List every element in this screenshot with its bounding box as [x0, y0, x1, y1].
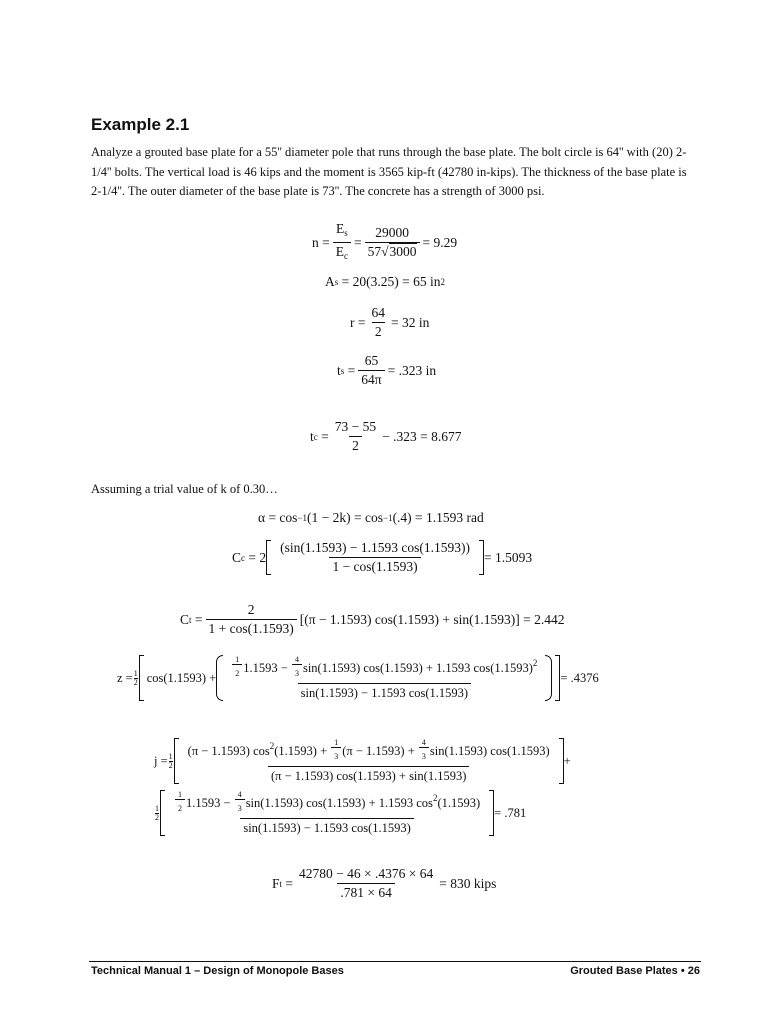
j1-q1-num: 1	[334, 738, 339, 748]
example-heading: Example 2.1	[91, 115, 190, 134]
problem-statement: Analyze a grouted base plate for a 55'' diameter pole that runs through the base plate. The bolt circle is 64'' with (20) 2-1/4'' bolts. The vertical load is 46 kips and the moment is 3565 kip-ft (42780 in-kips). The thickness of the base plate is 2-1/4''. The outer diameter of the base plate is 73''. The concrete has a strength of 3000 psi.	[91, 145, 687, 198]
ct-num: 2	[247, 602, 255, 617]
z-n2d: 3	[292, 664, 302, 682]
z-half-den: 2	[133, 677, 138, 687]
j1-fraction	[185, 738, 553, 784]
j2-q2-den: 3	[235, 799, 245, 817]
footer-section-page: Grouted Base Plates • 26	[570, 965, 700, 977]
ec-sub: c	[344, 251, 348, 261]
ts-sub: s	[340, 365, 345, 376]
modular-fraction: $\frac{29000}{57√3000}$	[365, 225, 420, 260]
left-paren	[216, 655, 223, 701]
j1-na-sup: 2	[269, 741, 275, 751]
as-sub: s	[334, 277, 339, 287]
es-ec-fraction	[333, 221, 351, 264]
tc-equals: =	[321, 428, 329, 444]
j2-nb-sup: 2	[432, 793, 438, 803]
z-n1: 1	[235, 655, 240, 665]
cc-result: = 1.5093	[483, 549, 533, 565]
j2-half	[155, 805, 159, 822]
ft-num: 42780 − 46 × .4376 × 64	[299, 866, 434, 881]
modular-den-root: 3000	[389, 244, 417, 259]
z-t2: sin(1.1593) cos(1.1593) + 1.1593 cos(1.1593)	[302, 661, 533, 675]
ft-equals: =	[285, 875, 294, 891]
ts-result: = .323 in	[387, 362, 437, 378]
equation-n	[312, 221, 457, 264]
j2-half-den: 2	[155, 812, 159, 822]
equation-cc	[232, 540, 532, 575]
equation-tc	[310, 419, 462, 454]
ts-fraction	[358, 353, 384, 388]
es-base: E	[335, 221, 345, 236]
z-t2-sup: 2	[532, 658, 538, 668]
alpha-sup-2: −1	[382, 513, 393, 523]
r-fraction	[368, 305, 388, 340]
n-lhs: n =	[312, 234, 330, 250]
z-num-frac-1	[232, 656, 242, 682]
cc-base: C	[232, 549, 242, 565]
as-result: = 20(3.25) = 65 in	[341, 274, 441, 289]
equation-z	[117, 655, 599, 701]
left-bracket	[160, 790, 165, 836]
footer-manual-title: Technical Manual 1 – Design of Monopole Bases	[91, 965, 344, 977]
z-n1d: 2	[232, 664, 242, 682]
j1-plus: +	[563, 753, 571, 768]
left-bracket	[139, 655, 144, 701]
ft-base: F	[272, 875, 280, 891]
modular-numerator: 29000	[375, 225, 409, 240]
modular-den-coef: 57	[367, 244, 382, 259]
j2-result: = .781	[494, 805, 527, 820]
j2-na: 1.1593 −	[186, 796, 231, 810]
z-den: sin(1.1593) − 1.1593 cos(1.1593)	[298, 683, 471, 701]
ct-equals: =	[194, 611, 203, 627]
left-bracket	[266, 540, 271, 575]
z-half-num: 1	[133, 668, 138, 678]
j2-q1	[175, 791, 185, 817]
ec-base: E	[335, 244, 344, 259]
j2-q1-num: 1	[178, 790, 182, 800]
equation-alpha	[258, 510, 484, 526]
z-fraction	[228, 655, 540, 701]
r-num: 64	[371, 305, 385, 320]
j2-fraction	[171, 790, 483, 836]
j2-q2-num: 4	[237, 790, 242, 800]
ft-fraction	[296, 866, 436, 901]
z-result: = .4376	[560, 670, 599, 685]
ct-sub: t	[189, 614, 192, 625]
j2-nc: (1.1593)	[437, 796, 481, 810]
j-half-den: 2	[168, 760, 173, 770]
equation-ft	[272, 866, 496, 901]
ts-num: 65	[364, 353, 379, 368]
cc-fraction	[277, 540, 473, 575]
ft-sub: t	[279, 878, 283, 889]
j2-nb: sin(1.1593) cos(1.1593) + 1.1593 cos	[245, 796, 433, 810]
equation-as	[325, 274, 445, 290]
alpha-part-b: (1 − 2k) = cos	[307, 510, 383, 525]
j2-q1-den: 2	[175, 799, 185, 817]
equation-j-line-1	[154, 738, 571, 784]
ft-den: .781 × 64	[337, 883, 395, 901]
j2-den: sin(1.1593) − 1.1593 cos(1.1593)	[240, 818, 413, 836]
r-lhs: r =	[350, 314, 366, 330]
tc-sub: c	[313, 431, 318, 442]
j1-q1	[331, 739, 341, 765]
equation-r	[350, 305, 429, 340]
alpha-part-c: (.4) = 1.1593 rad	[392, 510, 484, 525]
es-sub: s	[344, 228, 348, 238]
j1-nc: (π − 1.1593) +	[342, 744, 415, 758]
j-lhs: j =	[154, 753, 168, 768]
z-n2: 4	[294, 655, 299, 665]
z-mid: cos(1.1593) +	[146, 670, 217, 685]
left-bracket	[174, 738, 179, 784]
tc-result: − .323 = 8.677	[382, 428, 462, 444]
as-sup: 2	[440, 277, 445, 287]
tc-base: t	[310, 428, 314, 444]
tc-den: 2	[349, 436, 362, 454]
j1-nb: (1.1593) +	[274, 744, 328, 758]
j2-half-num: 1	[155, 803, 159, 813]
cc-equals: = 2	[248, 549, 267, 565]
as-base: A	[325, 274, 335, 289]
j1-q2-den: 3	[419, 747, 429, 765]
j1-q2	[419, 739, 429, 765]
ct-fraction	[206, 602, 297, 637]
ts-equals: =	[347, 362, 356, 378]
alpha-sup-1: −1	[297, 513, 308, 523]
equation-ct	[180, 602, 565, 637]
tc-fraction	[332, 419, 379, 454]
j1-na: (π − 1.1593) cos	[187, 744, 270, 758]
z-t1: 1.1593 −	[243, 661, 288, 675]
ct-base: C	[180, 611, 190, 627]
n-result: = 9.29	[422, 234, 458, 250]
ft-result: = 830 kips	[439, 875, 497, 891]
r-result: = 32 in	[390, 314, 430, 330]
z-half	[134, 670, 138, 687]
ts-den: 64π	[358, 370, 384, 388]
j1-den: (π − 1.1593) cos(1.1593) + sin(1.1593)	[268, 766, 469, 784]
equation-ts	[337, 353, 436, 388]
r-den: 2	[372, 322, 385, 340]
ct-den: 1 + cos(1.1593)	[206, 619, 297, 637]
trial-assumption: Assuming a trial value of k of 0.30…	[91, 482, 278, 496]
j-half-num: 1	[168, 751, 173, 761]
z-lhs: z =	[117, 670, 133, 685]
cc-sub: c	[241, 552, 246, 563]
ts-base: t	[337, 362, 341, 378]
n-equals: =	[354, 234, 362, 250]
cc-den: 1 − cos(1.1593)	[329, 557, 420, 575]
z-num-frac-2	[292, 656, 302, 682]
equation-j-line-2	[154, 790, 526, 836]
alpha-part-a: α = cos	[258, 510, 298, 525]
j1-q1-den: 3	[331, 747, 341, 765]
j1-q2-num: 4	[421, 738, 426, 748]
right-paren	[545, 655, 552, 701]
footer-divider	[89, 961, 701, 962]
tc-num: 73 − 55	[334, 419, 377, 434]
j2-q2	[235, 791, 245, 817]
j-half	[169, 753, 173, 770]
j1-nd: sin(1.1593) cos(1.1593)	[429, 744, 550, 758]
cc-num: (sin(1.1593) − 1.1593 cos(1.1593))	[280, 540, 470, 555]
ct-body: [(π − 1.1593) cos(1.1593) + sin(1.1593)] = 2.442	[299, 611, 565, 627]
